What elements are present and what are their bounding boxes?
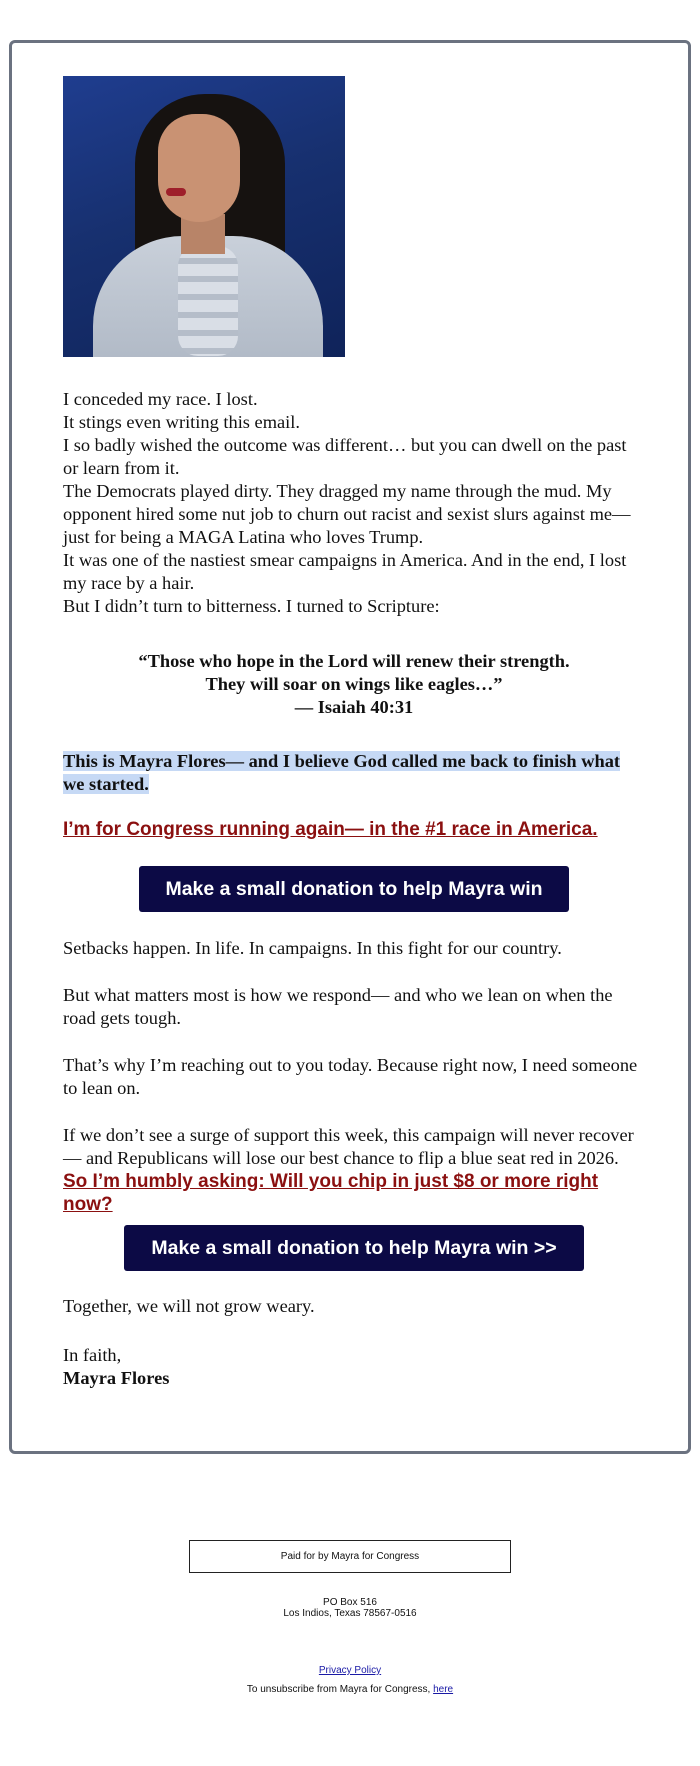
address-line-2: Los Indios, Texas 78567-0516	[283, 1608, 417, 1619]
paragraph: But what matters most is how we respond— and who we lean on when the road gets tough.	[63, 985, 613, 1028]
intro-text	[63, 388, 645, 618]
chip-in-link[interactable]: So I’m humbly asking: Will you chip in just $8 or more right now?	[63, 1171, 599, 1215]
intro-line: But I didn’t turn to bitterness. I turned to Scripture:	[63, 596, 440, 616]
running-again-link[interactable]: I’m for Congress running again— in the #1 race in America.	[63, 819, 598, 840]
intro-line: I so badly wished the outcome was different… but you can dwell on the past or learn from it.	[63, 435, 627, 478]
highlighted-statement	[63, 750, 645, 796]
scripture-quote	[63, 650, 645, 719]
donate-button[interactable]: Make a small donation to help Mayra win	[139, 866, 569, 912]
paid-for-disclaimer: Paid for by Mayra for Congress	[189, 1540, 511, 1573]
unsubscribe-link[interactable]: here	[433, 1684, 454, 1695]
quote-line-2: They will soar on wings like eagles…”	[205, 674, 503, 694]
address-line-1: PO Box 516	[323, 1597, 377, 1608]
intro-line: I conceded my race. I lost.	[63, 389, 258, 409]
mailing-address	[0, 1597, 700, 1619]
paragraph: Setbacks happen. In life. In campaigns. In this fight for our country.	[63, 938, 562, 958]
closing-line: Together, we will not grow weary.	[63, 1296, 315, 1316]
photo-face	[158, 114, 240, 222]
highlighted-text: This is Mayra Flores— and I believe God called me back to finish what we started.	[63, 751, 621, 794]
intro-line: The Democrats played dirty. They dragged my name through the mud. My opponent hired some nut job to churn out racist and sexist slurs against me— just for being a MAGA Latina who loves Trump.	[63, 481, 631, 547]
paragraph: That’s why I’m reaching out to you today. Because right now, I need someone to lean on.	[63, 1055, 638, 1098]
photo-lips	[166, 188, 186, 196]
intro-line: It stings even writing this email.	[63, 412, 301, 432]
email-card	[9, 40, 691, 1454]
signoff: In faith,	[63, 1345, 122, 1365]
privacy-policy-link[interactable]: Privacy Policy	[318, 1665, 382, 1676]
photo-ruffle	[178, 246, 238, 356]
email-content	[63, 76, 645, 1390]
footer	[0, 1540, 700, 1695]
quote-citation: — Isaiah 40:31	[294, 697, 414, 717]
quote-line-1: “Those who hope in the Lord will renew their strength.	[138, 651, 570, 671]
signature: Mayra Flores	[63, 1368, 170, 1388]
candidate-photo	[63, 76, 345, 357]
intro-line: It was one of the nastiest smear campaigns in America. And in the end, I lost my race by a hair.	[63, 550, 627, 593]
unsubscribe-line	[0, 1684, 700, 1695]
unsubscribe-text: To unsubscribe from Mayra for Congress,	[246, 1684, 434, 1695]
paragraph: If we don’t see a surge of support this week, this campaign will never recover— and Republicans will lose our best chance to flip a blue seat red in 2026.	[63, 1125, 634, 1168]
donate-button-2[interactable]: Make a small donation to help Mayra win >>	[124, 1225, 584, 1271]
